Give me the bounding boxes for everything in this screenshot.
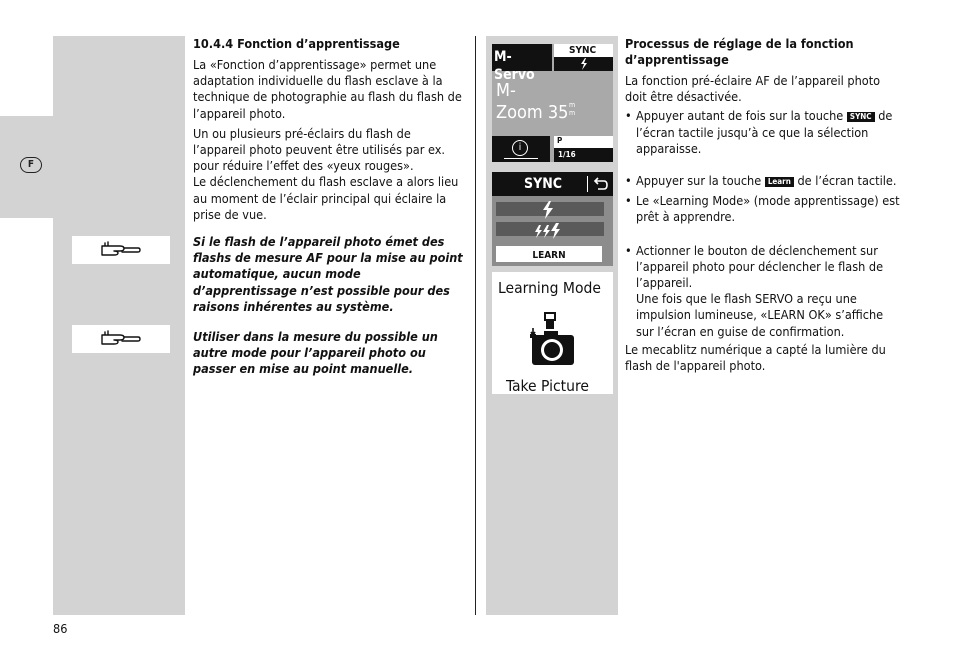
display-sync-screen bbox=[492, 172, 613, 266]
servo-mode-label: M-Servo bbox=[494, 49, 535, 83]
note-box-2 bbox=[72, 325, 170, 353]
sync-title: SYNC bbox=[524, 176, 562, 192]
paragraph-trigger: Le déclenchement du flash esclave a alors lieu au moment de l’éclair principal qui éclaire la prise de vue. bbox=[193, 174, 459, 222]
paragraph-intro: La «Fonction d’apprentissage» permet une adaptation individuelle du flash esclave à la technique de photographie au flash du flash de l’appareil photo. bbox=[193, 57, 462, 121]
step-shutter bbox=[625, 243, 900, 340]
step-sync-text-end: de l’écran tactile jusqu’à ce que la sélection apparaisse. bbox=[636, 108, 893, 156]
step-learn-text-end: de l’écran tactile. bbox=[797, 173, 897, 189]
back-arrow-icon[interactable] bbox=[593, 177, 609, 191]
servo-mode-header bbox=[492, 44, 552, 83]
procedure-intro: La fonction pré-éclaire AF de l’appareil photo doit être désactivée. bbox=[625, 73, 881, 105]
display-learning-screen bbox=[492, 272, 613, 394]
closing-paragraph: Le mecablitz numérique a capté la lumière du flash de l'appareil photo. bbox=[625, 341, 886, 374]
zoom-value: Zoom 35 bbox=[496, 102, 569, 123]
header-separator bbox=[587, 176, 588, 192]
step-shutter-text: Actionner le bouton de déclenchement sur l’appareil photo pour déclencher le flash de l’appareil. bbox=[636, 242, 884, 291]
power-label: P bbox=[557, 136, 563, 145]
left-text-column bbox=[193, 36, 465, 382]
learn-button-label: LEARN bbox=[532, 250, 566, 261]
bullet-dot: • bbox=[625, 193, 632, 209]
step-sync bbox=[625, 108, 900, 157]
inline-learn-key: Learn bbox=[765, 177, 794, 187]
paragraph-preflash: Un ou plusieurs pré-éclairs du flash de l’appareil photo peuvent être utilisés par ex. pour réduire l’effet des «yeux rouges». bbox=[193, 125, 446, 174]
inline-sync-key: SYNC bbox=[847, 112, 875, 122]
lightning-icon bbox=[542, 201, 554, 219]
note-manual-focus: Utiliser dans la mesure du possible un autre mode pour l’appareil photo ou passer en mise au point manuelle. bbox=[193, 329, 438, 377]
step-learning-ready bbox=[625, 193, 900, 225]
note-box-1 bbox=[72, 236, 170, 264]
step-shutter-confirm: Une fois que le flash SERVO a reçu une impulsion lumineuse, «LEARN OK» s’affiche sur l’écran en guise de confirmation. bbox=[636, 291, 884, 339]
learning-mode-title: Learning Mode bbox=[498, 279, 601, 297]
bullet-dot: • bbox=[625, 173, 632, 189]
page-number: 86 bbox=[53, 621, 68, 636]
right-text-column bbox=[625, 36, 900, 378]
learn-button[interactable] bbox=[496, 246, 602, 262]
pointing-hand-icon bbox=[100, 240, 142, 260]
take-picture-prompt: Take Picture bbox=[506, 377, 589, 395]
power-button[interactable] bbox=[554, 136, 613, 162]
power-value-box bbox=[554, 148, 613, 162]
double-lightning-icon bbox=[534, 223, 562, 239]
language-badge: F bbox=[20, 157, 42, 173]
sync-button[interactable] bbox=[554, 44, 613, 71]
zoom-unit-top: m bbox=[569, 101, 576, 109]
info-underline bbox=[504, 158, 538, 159]
info-button[interactable] bbox=[492, 136, 550, 162]
display-servo-screen bbox=[492, 44, 613, 162]
bullet-dot: • bbox=[625, 242, 632, 258]
power-value: 1/16 bbox=[558, 150, 576, 159]
step-learn-text: Appuyer sur la touche bbox=[636, 173, 762, 189]
zoom-readout bbox=[496, 80, 576, 124]
step-learn bbox=[625, 173, 900, 189]
info-icon bbox=[512, 140, 528, 156]
lightning-icon bbox=[580, 58, 588, 70]
zoom-unit-bottom: m bbox=[569, 109, 576, 117]
sync-flash-indicator bbox=[554, 57, 613, 71]
section-heading: 10.4.4 Fonction d’apprentissage bbox=[193, 36, 400, 51]
step-sync-text: Appuyer autant de fois sur la touche bbox=[636, 108, 844, 124]
camera-with-flash-icon bbox=[528, 308, 578, 368]
column-divider bbox=[475, 36, 476, 615]
zoom-mode-line: M- bbox=[496, 80, 516, 101]
info-glyph: i bbox=[518, 142, 522, 153]
sync-button-label: SYNC bbox=[569, 45, 597, 56]
procedure-heading: Processus de réglage de la fonction d’apprentissage bbox=[625, 36, 854, 67]
step-learning-ready-text: Le «Learning Mode» (mode apprentissage) est prêt à apprendre. bbox=[636, 193, 900, 225]
note-af-warning: Si le flash de l’appareil photo émet des flashs de mesure AF pour la mise au point automatique, aucun mode d’apprentissage n’est possible pour des raisons inhérentes au système. bbox=[193, 234, 463, 314]
sync-header bbox=[492, 172, 613, 196]
bullet-dot: • bbox=[625, 108, 632, 124]
pointing-hand-icon bbox=[100, 329, 142, 349]
